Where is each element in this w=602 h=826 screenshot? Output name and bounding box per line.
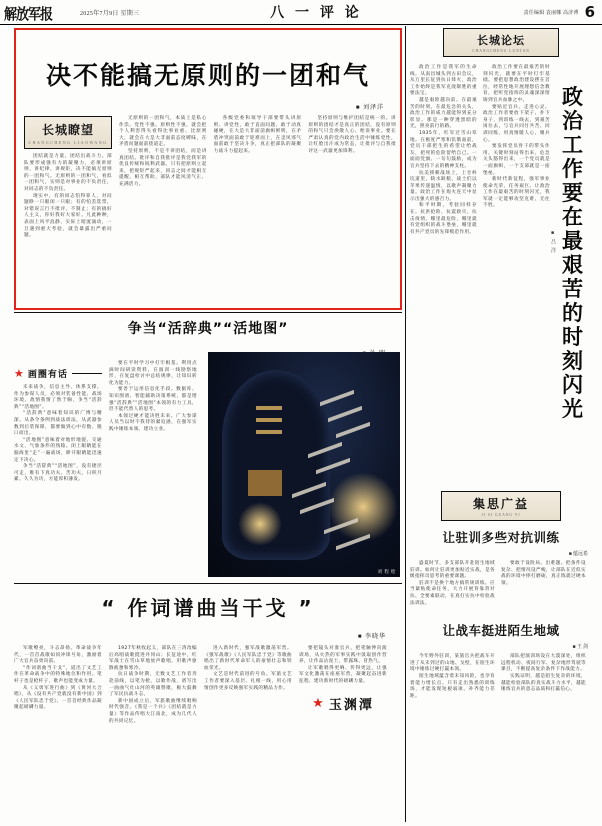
bottom-paragraph: 抗日战争时期，无数文艺工作者奔赴前线，以笔为枪、以歌作战，谱写出一曲曲气壮山河的英雄赞歌，极大鼓舞了军民抗战斗志。 xyxy=(109,672,197,698)
right-rail xyxy=(410,28,592,700)
lead-paragraph: 现实中，有的同志怕得罪人，对问题睁一只眼闭一只眼；有的怕丢选票，对错误言行不批评、不制止；有的搞好人主义，你好我好大家好。凡此种种，表面上风平浪静，实际上暗流涌动，一旦遇到重大考验，就会暴露出严重问题。 xyxy=(24,193,112,239)
rail-article2-paragraph: 驻训不是换个地方搞常规训练。应当紧贴使命任务，大力开展背靠背对抗、全要素联动，在真打实抗中检验战法训法。 xyxy=(410,580,495,606)
stair-step xyxy=(328,406,362,422)
book-stack xyxy=(248,470,282,496)
rail-article3-columns xyxy=(410,654,592,700)
lead-column-1 xyxy=(24,116,112,240)
column-badge-changcheng-liaowang xyxy=(24,116,112,149)
rail-vertical-headline: 政治工作要在最艰苦的时刻闪光 xyxy=(562,85,584,421)
rail-article3-paragraph: 实践证明，越是陌生复杂的环境，越能检验部队的真实战斗力水平，越能锤炼官兵的意志品质和打赢信心。 xyxy=(501,673,586,693)
bottom-column-4 xyxy=(299,646,387,725)
lead-paragraph: 各级党委和领导干部要带头讲原则、讲党性，敢于直面问题、敢于动真碰硬，在大是大非面前旗帜鲜明，在矛盾冲突面前敢于迎难而上，在歪风邪气面前敢于坚决斗争，真正把部队的凝聚力战斗力提起来。 xyxy=(213,116,302,154)
rail-article2-columns xyxy=(410,561,592,607)
glow-effect xyxy=(328,472,398,542)
rail-text-columns xyxy=(410,65,550,236)
rail-section-article3 xyxy=(410,621,592,700)
middle-paragraph: 未来战争，信息主导、体系支撑。作为参谋人员，必须对装备性能、战场环境、敌情我情了然于胸，争当“活辞典”“活地图”。 xyxy=(14,385,102,410)
rail-paragraph: 和平时期，考验同样存在。抗洪抢险、抗震救灾、抗击疫情，哪里最危险，哪里就有党组织的战斗堡垒，哪里就有共产党员的先锋模范作用。 xyxy=(410,203,477,235)
stair-step xyxy=(320,390,354,406)
bottom-paragraph: 文艺是时代前进的号角。军旅文艺工作者要深入基层、扎根一线，用心用情创作更多反映强军实践的精品力作。 xyxy=(204,672,292,691)
middle-paragraph: 要善于运用信息化手段。数据库、知识图谱、智能辅助决策系统，都是增强“活辞典”“活地图”本领的有力工具，但不能代替人的思考。 xyxy=(109,387,197,413)
lead-byline: ■ 刘泽洋 xyxy=(355,105,384,111)
rail-article2-column-2 xyxy=(501,561,586,607)
book-shelf xyxy=(256,406,282,410)
rail-paragraph: 新时代新征程，强军事业使命光荣、任务艰巨。让政治工作在最艰苦的时刻闪光，我军就一定能够攻坚克难、无往不胜。 xyxy=(483,177,550,209)
page-number: 6 xyxy=(584,3,595,21)
bottom-paragraph: 要把镜头对准官兵、把笔触伸向演训场，从火热的军事实践中汲取创作营养，让作品沾泥土、带露珠、冒热气。 xyxy=(299,646,387,665)
middle-paragraph: “活地图”意味着对地形地貌、交通水文、气象条件的熟稔。闭上眼睛能在脑海里“走”一遍战场，睁开眼睛能迅速定下决心。 xyxy=(14,437,102,463)
rail-vertical-article xyxy=(410,61,592,491)
lead-paragraph: 坚持原则，不是不讲团结，而是讲真团结。批评和自我批评是我党我军的优良传统和锐利武器。只有把原则立起来，把规矩严起来，同志之间才能相互提醒、相互帮助，部队才能风清气正、充满活力。 xyxy=(119,148,207,187)
footer-badge-label: 玉渊潭 xyxy=(328,697,374,713)
rail-vertical-byline: ■ 吕 洋 xyxy=(550,231,555,254)
rail-article3-title: 让战车挺进陌生地域 xyxy=(442,623,560,639)
rail-badge-pinyin: CHANGCHENG LUNTAN xyxy=(472,49,530,53)
lead-paragraph: 团结就是力量，团结出战斗力。部队要形成强有力的凝聚力，必须讲原则、讲纪律、讲规矩，决不能搞无原则的一团和气。无原则的一团和气，看似一团和气，实则是对事业的不负责任，对同志的不负责任。 xyxy=(24,154,112,192)
middle-column-2 xyxy=(109,361,197,484)
section-title: 八 一 评 论 xyxy=(270,5,362,21)
book-shelf xyxy=(256,430,282,434)
rail-article3-paragraph: 部队把演训场设在大漠深处，组织远程机动、夜间行军、复杂地形驾驶等课目，不断提高复杂条件下作战能力。 xyxy=(501,654,586,673)
rail-paragraph: 要发挥党员骨干的带头作用。关键时刻站得出来、危急关头豁得出来，一个党员就是一面旗帜，一个支部就是一座堡垒。 xyxy=(483,144,550,176)
illustration-ai-learning xyxy=(208,352,400,577)
column-badge-pinyin: CHANGCHENG LIAOWANG xyxy=(28,140,108,145)
rail-section-jisiguangyi xyxy=(410,491,592,607)
lead-column-3 xyxy=(214,116,302,240)
rail-article2-column-1 xyxy=(410,561,495,607)
bottom-article xyxy=(14,592,402,725)
rail-badge-title: 长城论坛 xyxy=(477,34,525,47)
bottom-column-3 xyxy=(204,646,292,725)
lead-article-columns xyxy=(24,116,396,240)
lead-column-4 xyxy=(308,116,396,240)
lead-headline: 决不能搞无原则的一团和气 xyxy=(45,61,370,90)
divider xyxy=(14,583,402,584)
lead-paragraph: 坚持原则与维护团结是统一的。讲原则的团结才是真正的团结，没有原则的和气只会涣散人心、贻误事业。要在严肃认真的党内政治生活中锤炼党性，让红脸出汗成为常态，让批评与自我批评这一武器更加锋利。 xyxy=(308,116,397,154)
column-badge-changcheng-luntan xyxy=(443,28,559,57)
bottom-paragraph: 军歌嘹亮，斗志昂扬。革命战争年代，一首首战歌如同冲锋号角，激励着广大官兵奋勇向前。 xyxy=(14,646,102,665)
bottom-paragraph: 让军歌唱得更响、传得更远，让强军文化激荡在座座军营，凝聚起奋进新征程、建功新时代的磅礴力量。 xyxy=(299,665,387,684)
star-icon: ★ xyxy=(312,695,324,711)
rail-paragraph: 1935年，红军过雪山草地。在极度严寒和饥饿面前，党员干部把生的希望让给战友，把死的危险留给自己。一面面党旗、一句句鼓励，成为官兵坚持下去的精神支柱。 xyxy=(410,130,477,169)
rail-article3-byline: ■ 王 剑 xyxy=(572,645,588,651)
bottom-paragraph: “作词谱曲当干戈”，道出了文艺工作在革命战争中的特殊地位和作用。笔杆子也是枪杆子，歌声也能变成力量。 xyxy=(14,665,102,684)
middle-paragraph: “活辞典”意味着知识的广博与精深。从条令条例到战法训法，从武器参数到后装保障，都要做到心中有数、脱口而出。 xyxy=(14,411,102,437)
issue-date: 2025年7月9日 星期三 xyxy=(80,10,140,17)
rail-column-2 xyxy=(483,65,550,236)
bottom-article-columns xyxy=(14,646,402,725)
newspaper-logo: 解放军报 xyxy=(4,5,53,23)
rail-paragraph: 政治工作是我军的生命线。从南昌城头到古田会议，从万里长征到抗日烽火，政治工作始终是我军克敌制胜的重要法宝。 xyxy=(410,65,477,97)
rail-paragraph: 政治工作要在最艰苦的时刻闪光，就要在平时打牢基础。要把思想政治建设摆在首位，经常性地开展理想信念教育，把听党指挥的灵魂深深熔铸到官兵血脉之中。 xyxy=(483,65,550,103)
masthead xyxy=(0,0,602,25)
rail-article2-paragraph: 要敢于设险局、出难题。把条件设复杂、把情况设严峻，让部队在近似实战的环境中摔打磨砺，真正练就过硬本领。 xyxy=(501,561,586,586)
column-badge-title: 长城瞭望 xyxy=(41,123,94,137)
bottom-byline: ■ 李晓华 xyxy=(357,634,386,640)
rail-paragraph: 越是艰险越向前。在最艰苦的时刻，在最危急的关头，政治工作的威力越能得到充分彰显。那是一种穿透黑暗的光，照亮前行的路。 xyxy=(410,97,477,130)
section-badge-jisiguangyi xyxy=(441,491,561,521)
lead-column-2 xyxy=(119,116,207,240)
divider xyxy=(72,373,102,374)
glow-effect xyxy=(238,502,282,546)
bottom-column-1 xyxy=(14,646,102,725)
rail-article2-byline: ■ 蕴远希 xyxy=(568,552,588,557)
stair-step xyxy=(336,422,370,438)
lead-paragraph: 无原则的一团和气，本质上是私心作祟。党性不强、原则性不强，就会把个人利害得失看得比事业重、比原则大，就会在大是大非面前态度暧昧，在矛盾问题面前绕道走。 xyxy=(119,116,207,148)
column-divider xyxy=(405,26,406,822)
bottom-paragraph: 从《义勇军进行曲》到《黄河大合唱》，从《没有共产党就没有新中国》到《人民军队忠于党》，一首首经典作品凝聚起磅礴力量。 xyxy=(14,685,102,711)
middle-paragraph: 本领过硬才能决胜未来。广大参谋人员当以时不我待的紧迫感，在强军实践中锤炼本领、建功立业。 xyxy=(109,413,197,432)
rail-column-1 xyxy=(410,65,477,236)
bottom-paragraph: 1927年秋收起义，部队在三湾改编后高唱战歌挺进井冈山；长征途中，红军战士在雪山草地放声歌唱，用歌声驱散疲惫和寒冷。 xyxy=(109,646,197,671)
rail-paragraph: 抗美援朝战场上，上甘岭坑道里，缺水缺粮，战士们以苹果传递温情，以歌声凝聚力量。政治工作在炮火连天中显示出强大的感召力。 xyxy=(410,170,477,202)
divider xyxy=(14,312,402,313)
subcolumn-header-huaquanyouhua xyxy=(14,367,102,380)
footer-column-badge xyxy=(299,694,387,713)
star-icon: ★ xyxy=(14,368,24,380)
rail-paragraph: 要贴近官兵、走进心灵。政治工作者要放下架子、扑下身子，到训练一线去，到艰苦岗位去，与官兵同甘共苦、同训同练，用真情暖人心、聚兵心。 xyxy=(483,104,550,143)
bottom-column-2 xyxy=(109,646,197,725)
rail-article3-column-2 xyxy=(501,654,586,700)
middle-column-1 xyxy=(14,361,102,484)
rail-article2-title: 让驻训多些对抗训练 xyxy=(442,530,560,545)
bottom-paragraph: 进入新时代，强军战歌激荡军营。《强军战歌》《人民军队忠于党》等歌曲唱出了新时代革命军人的豪情壮志和铁血荣光。 xyxy=(204,646,292,671)
section-badge-title: 集思广益 xyxy=(472,497,529,511)
illustration-caption: 刘 程 绘 xyxy=(377,569,396,574)
rail-article2-paragraph: 盛夏时节，多支部队开赴陌生地域驻训。如何让驻训更加贴近实战，是各级指挥员思考的重要课题。 xyxy=(410,561,495,580)
subcolumn-label: 画圈有话 xyxy=(27,370,68,380)
section-badge-pinyin: JI SI GUANG YI xyxy=(481,513,521,517)
middle-paragraph: 要在平时学习中打牢根基。利用点滴时间研读资料，在演训一线勘察地形，在复盘检讨中总结规律，让知识转化为能力。 xyxy=(109,361,197,386)
bottom-headline: “ 作词谱曲当干戈 ” xyxy=(101,596,315,620)
middle-headline: 争当“活辞典”“活地图” xyxy=(127,321,289,337)
rail-article3-paragraph: 陌生地域蕴含着未知风险，也孕育着能力增长点。只有走出熟悉的训练场，才能发现短板弱项、补齐能力差距。 xyxy=(410,673,495,699)
rail-article3-column-1 xyxy=(410,654,495,700)
lead-article-box xyxy=(14,28,402,310)
rail-article3-paragraph: 今年野外驻训，某旅官兵把战车开进了从未到过的山地、戈壁，在陌生环境中锤炼过硬打赢本领。 xyxy=(410,654,495,673)
bottom-paragraph: 新中国成立后，军旅歌曲继续唱响时代强音。《我是一个兵》《团结就是力量》等作品传唱大江南北，成为几代人的共同记忆。 xyxy=(109,698,197,724)
middle-paragraph: 争当“活辞典”“活地图”，没有捷径可走，唯有下真功夫、苦功夫。日积月累、久久为功，方能厚积薄发。 xyxy=(14,464,102,483)
editor-credit: 责任编辑 袁丽娜 高济溥 xyxy=(523,10,579,16)
book-shelf xyxy=(256,418,282,422)
